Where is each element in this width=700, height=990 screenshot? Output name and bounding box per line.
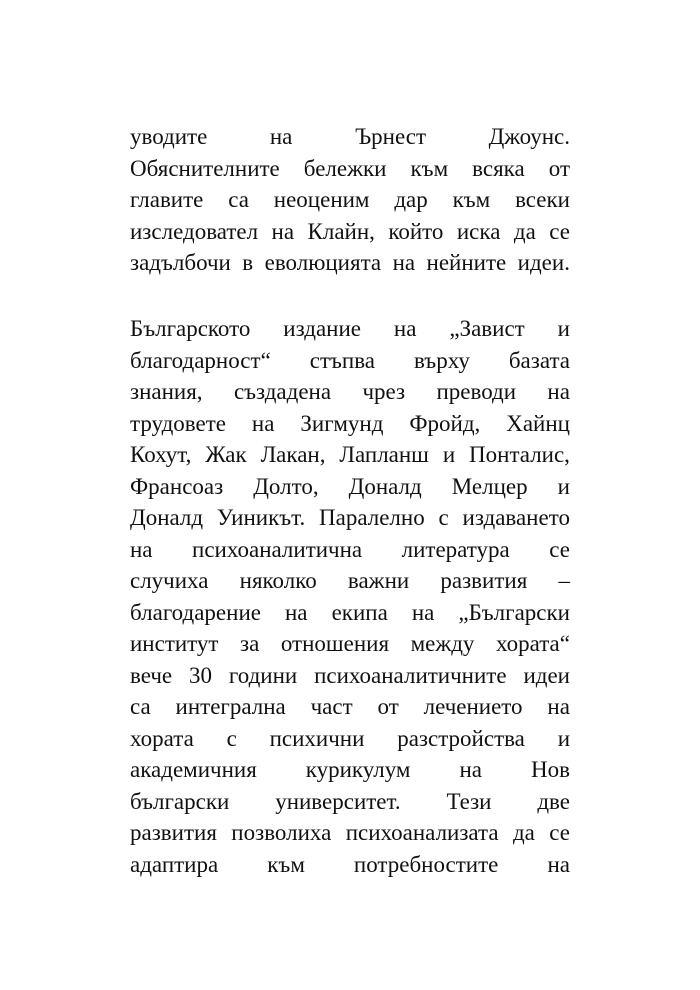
word: две [537,788,570,814]
word: хората [130,725,194,751]
word: към [410,155,449,181]
word: курикулум [305,757,411,782]
word: Лакан, [260,442,326,467]
word: на [285,599,308,625]
word: Фройд, [409,410,481,436]
word: идеи [523,662,570,688]
word: психоанализата [345,820,499,845]
word: задълбочи [130,250,231,275]
word: за [240,631,260,656]
word: да [513,218,536,244]
word: на [251,410,275,436]
word: потребностите [353,851,499,877]
word: към [452,187,491,212]
word: Тези [446,788,492,814]
word: академичния [130,757,257,782]
word: позволиха [231,820,332,845]
text-line [130,471,570,503]
word: Франсоаз [130,473,224,499]
word: част [310,694,353,719]
word: Хайнц [506,410,570,436]
text-line [130,691,570,723]
text-line [130,345,570,377]
word: да [512,820,535,845]
word: Обяснителните [130,155,280,181]
word: Джоунс. [488,124,570,149]
word: и [557,473,570,499]
word: развития [440,568,528,593]
word: стъпва [309,347,376,373]
word: разстройства [397,725,525,751]
word: на [547,379,570,404]
word: Доналд [130,505,204,530]
word: „Български [458,599,570,625]
word: Лапланш [339,442,429,467]
text-line [130,786,570,818]
word: преводи [436,379,517,404]
word: от [377,694,399,719]
word: на [269,124,293,149]
paragraph-2 [130,313,570,880]
word: в [242,250,254,275]
word: литература [401,536,510,562]
word: 30 [189,662,213,688]
text-line [130,247,570,279]
word: се [549,218,570,244]
word: психоаналитична [192,536,363,562]
word: Ърнест [354,124,427,149]
word: Паралелно [319,505,425,530]
word: благодарност“ [130,347,271,373]
word: се [549,820,570,845]
word: екипа [331,599,388,625]
word: са [130,694,151,719]
word: Нов [531,757,570,782]
word: вече [130,662,173,688]
word: на [392,250,416,275]
word: са [228,187,249,212]
text-line [130,121,570,153]
text-line [130,313,570,345]
word: на [271,218,295,244]
text-line [130,597,570,629]
text-line [130,849,570,881]
text-line [130,376,570,408]
word: благодарение [130,599,261,625]
word: изследовател [130,218,259,244]
word: и [557,316,570,341]
word: създадена [233,379,332,404]
word: върху [414,347,470,373]
word: важни [347,568,410,593]
word: знания, [130,379,203,404]
word: на [547,694,570,719]
word: на [459,757,483,782]
word: Понталис, [469,442,570,467]
word: еволюцията [264,250,382,275]
word: уводите [130,124,208,149]
text-line [130,534,570,566]
word: на [130,536,153,562]
word: се [549,536,570,562]
text-line [130,216,570,248]
text-line [130,723,570,755]
word: адаптира [130,851,219,877]
word: и [442,442,456,467]
word: Зигмунд [300,410,384,436]
word: с [438,505,449,530]
word: издаването [462,505,570,530]
word: главите [130,187,204,212]
word: случиха [130,568,209,593]
word: към [267,851,305,877]
word: лечението [423,694,523,719]
word: Доналд [348,473,422,499]
word: години [228,662,298,688]
word: няколко [239,568,317,593]
word: трудовете [130,410,226,436]
word: на [393,316,417,341]
word: който [388,218,444,244]
word: Жак [205,442,247,467]
word: между [410,631,475,656]
word: неоценим [273,187,370,212]
word: на [411,599,435,625]
word: развития [130,820,217,845]
word: с [226,725,237,751]
text-line [130,817,570,849]
word: всеки [515,187,570,212]
word: Кохут, [130,442,192,467]
text-line [130,565,570,597]
word: психоаналитичните [314,662,507,688]
word: Уиникът. [216,505,306,530]
word: Клайн, [307,218,375,244]
word: хората“ [495,631,570,656]
text-line [130,660,570,692]
word: психични [269,725,365,751]
word: нейните [426,250,507,275]
word: „Завист [449,316,525,341]
text-line [130,628,570,660]
word: издание [283,316,362,341]
word: от [548,155,570,181]
word: Българското [130,316,251,341]
word: Мелцер [451,473,528,499]
word: дар [394,187,428,212]
word: Долто, [253,473,319,499]
word: – [558,568,570,593]
word: университет. [275,788,401,814]
text-line [130,754,570,786]
word: бележки [303,155,387,181]
word: на [547,851,570,877]
word: институт [130,631,219,656]
text-line [130,153,570,185]
word: български [130,788,230,814]
word: базата [508,347,570,373]
word: иска [456,218,501,244]
word: и [557,725,570,751]
text-line [130,502,570,534]
word: отношения [280,631,390,656]
paragraph-1 [130,121,570,279]
text-line [130,439,570,471]
word: идеи. [517,250,570,275]
text-line [130,408,570,440]
word: всяка [472,155,525,181]
text-line [130,184,570,216]
word: чрез [362,379,406,404]
word: интегрална [175,694,286,719]
